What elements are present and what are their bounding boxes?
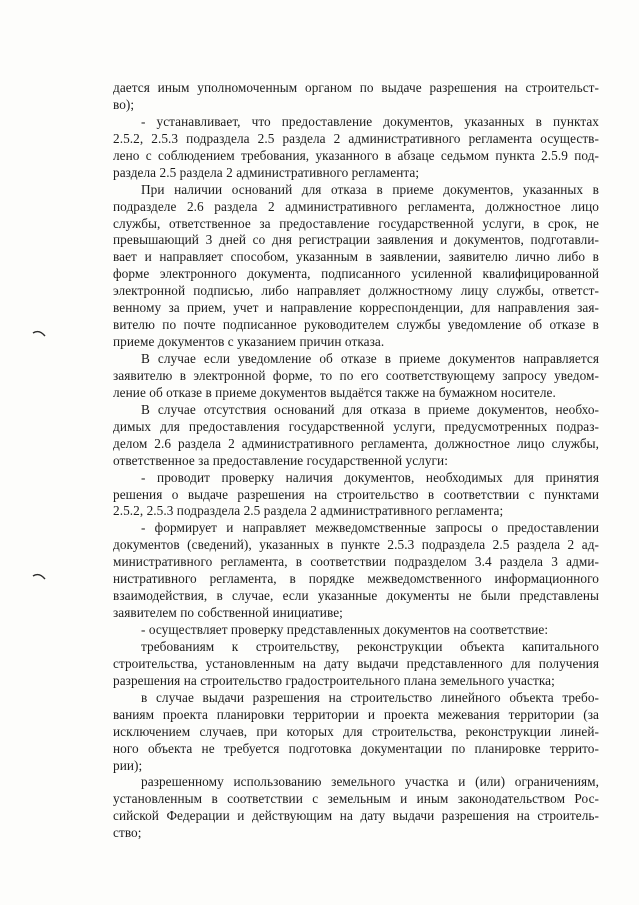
text-line: димых для предоставления государственной услуги, предусмотренных подраз-: [113, 418, 599, 434]
text-line: - устанавливает, что предоставление документов, указанных в пунктах: [141, 113, 599, 129]
text-line: сийской Федерации и действующим на дату выдачи разрешения на строитель-: [113, 808, 599, 824]
text-line: - формирует и направляет межведомственные запросы о предоставлении: [141, 520, 599, 536]
text-line: заявителю в электронной форме, то по его соответствующему запросу уведом-: [113, 367, 599, 383]
text-line: взаимодействия, в случае, если указанные документы не были представлены: [113, 588, 599, 604]
text-line: разрешенному использованию земельного участка и (или) ограничениям,: [141, 774, 599, 790]
text-line: во);: [113, 96, 135, 112]
text-line: - проводит проверку наличия документов, необходимых для принятия: [141, 469, 599, 485]
text-line: При наличии оснований для отказа в приеме документов, указанных в: [141, 181, 599, 197]
text-line: - осуществляет проверку представленных документов на соответствие:: [141, 622, 549, 637]
text-line: подразделе 2.6 раздела 2 административного регламента, должностное лицо: [113, 198, 599, 214]
text-line: рии);: [113, 757, 143, 773]
document-body: [113, 80, 599, 842]
text-line: вителю по почте подписанное руководителем службы уведомление об отказе в: [113, 317, 599, 333]
text-line: в случае выдачи разрешения на строительство линейного объекта требо-: [141, 689, 599, 705]
text-line: исключением случаев, при которых для строительства, реконструкции линей-: [113, 723, 599, 739]
text-line: ответственное за предоставление государственной услуги:: [113, 452, 448, 468]
text-line: вает и направляет способом, указанным в заявлении, заявителю лично либо в: [113, 249, 599, 265]
hole-punch-mark-icon: [32, 572, 46, 580]
text-line: ление об отказе в приеме документов выдаётся также на бумажном носителе.: [113, 384, 556, 400]
text-line: В случае если уведомление об отказе в приеме документов направляется: [141, 351, 599, 366]
hole-punch-mark-icon: [32, 329, 46, 337]
text-line: электронной подписью, либо направляет должностному лицу службы, ответст-: [113, 283, 599, 299]
text-line: венному за прием, учет и направление корреспонденции, для направления зая-: [113, 300, 599, 316]
text-line: строительства, установленным на дату выдачи представленного для получения: [113, 655, 599, 671]
text-line: форме электронного документа, подписанного усиленной квалифицированной: [113, 266, 599, 282]
text-line: заявителем по собственной инициативе;: [113, 605, 343, 621]
text-line: лено с соблюдением требования, указанного в абзаце седьмом пункта 2.5.9 под-: [113, 147, 599, 163]
text-line: требованиям к строительству, реконструкции объекта капитального: [141, 638, 599, 654]
text-line: 2.5.2, 2.5.3 подраздела 2.5 раздела 2 административного регламента осуществ-: [113, 130, 599, 146]
text-line: разрешения на строительство градостроительного плана земельного участка;: [113, 672, 555, 688]
text-line: дается иным уполномоченным органом по выдаче разрешения на строительст-: [113, 80, 599, 95]
text-line: приеме документов с указанием причин отказа.: [113, 334, 385, 350]
text-line: ного объекта не требуется подготовка документации по планировке террито-: [113, 740, 599, 756]
text-line: решения о выдаче разрешения на строительство в соответствии с пунктами: [113, 486, 599, 502]
text-line: нистративного регламента, в порядке межведомственного информационного: [113, 571, 599, 587]
text-line: ство;: [113, 825, 142, 841]
text-line: службы, ответственное за предоставление государственной услуги, в срок, не: [113, 215, 599, 231]
text-line: документов (сведений), указанных в пункте 2.5.3 подраздела 2.5 раздела 2 ад-: [113, 537, 599, 553]
text-line: ваниям проекта планировки территории и проекта межевания территории (за: [113, 706, 599, 722]
text-line: В случае отсутствия оснований для отказа в приеме документов, необхо-: [141, 401, 599, 417]
text-line: министративного регламента, в соответствии подразделом 3.4 раздела 3 адми-: [113, 554, 599, 570]
text-line: делом 2.6 раздела 2 административного регламента, должностное лицо службы,: [113, 435, 599, 451]
text-line: раздела 2.5 раздела 2 административного регламента;: [113, 164, 420, 180]
text-line: превышающий 3 дней со дня регистрации заявления и документов, подготавли-: [113, 232, 599, 248]
text-line: 2.5.2, 2.5.3 подраздела 2.5 раздела 2 административного регламента;: [113, 503, 504, 519]
text-line: установленным в соответствии с земельным и иным законодательством Рос-: [113, 791, 599, 807]
